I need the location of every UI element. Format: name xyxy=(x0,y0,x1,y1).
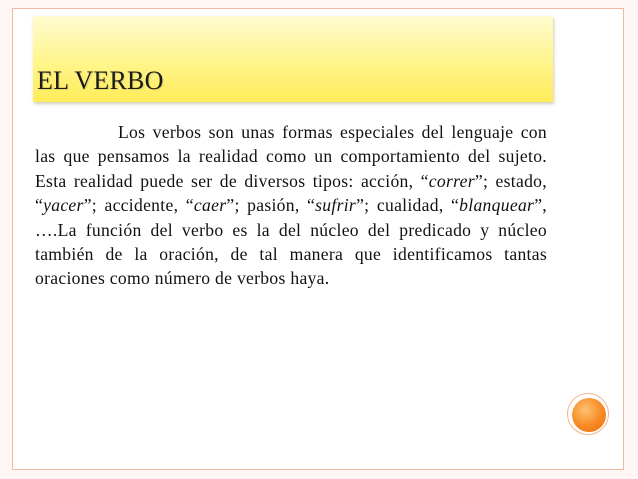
slide-title: EL VERBO xyxy=(37,66,164,95)
body-segment: ”; accidente, “ xyxy=(83,195,194,216)
decorative-orange-circle xyxy=(572,398,606,432)
body-segment: ”, ….La función del verbo es la del núcleo del predicado y núcleo también de la oración, de tal manera que identificamos tantas oraciones como número de verbos haya. xyxy=(35,195,547,289)
example-verb-sufrir: sufrir xyxy=(315,195,357,216)
title-banner xyxy=(33,16,553,102)
body-segment: ”; cualidad, “ xyxy=(356,195,460,216)
example-verb-correr: correr xyxy=(428,170,475,191)
example-verb-blanquear: blanquear xyxy=(459,195,535,216)
body-segment: ”; pasión, “ xyxy=(226,195,316,216)
body-segment: ”; estado, “ xyxy=(35,170,547,216)
example-verb-caer: caer xyxy=(193,195,227,216)
body-segment: Los verbos son unas formas especiales del lenguaje con las que pensamos la realidad como un comportamiento del sujeto. Esta realidad puede ser de diversos tipos: acción, “ xyxy=(35,122,547,191)
example-verb-yacer: yacer xyxy=(43,195,84,216)
slide-body-text xyxy=(35,120,547,291)
